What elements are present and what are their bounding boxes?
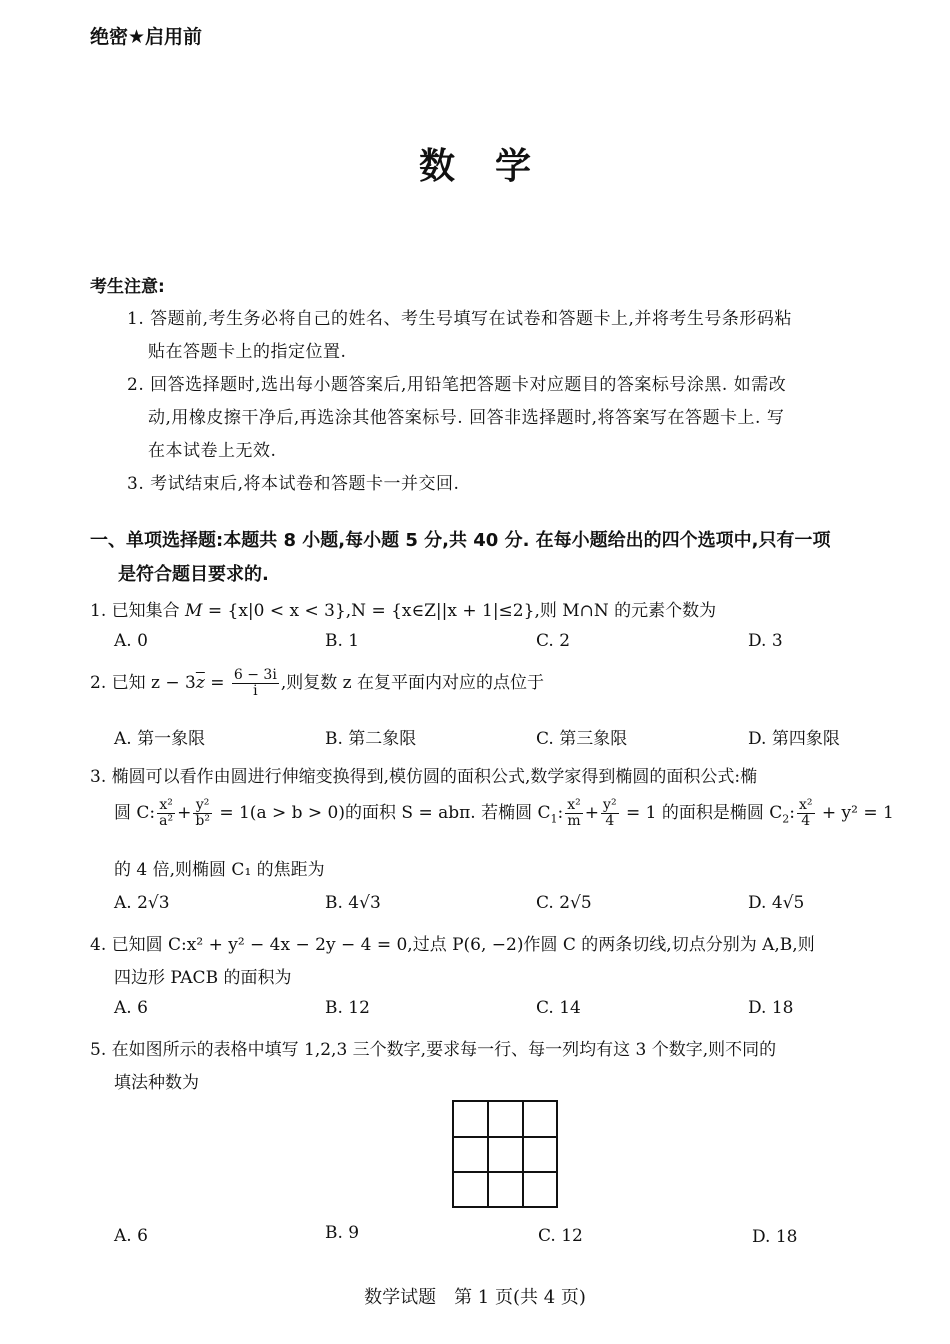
q3-option-d: D. 4√5 (748, 893, 805, 913)
notice-line: 在本试卷上无效. (148, 441, 277, 461)
q2-option-d: D. 第四象限 (748, 729, 840, 749)
question-2: 2. 已知 $z - 3\overline{z}$ = $\frac{6 - 3i}{i}$ ,则复数 z 在复平面内对应的点位于 (90, 667, 544, 699)
question-1: 1. 已知集合 M = {x|0 < x < 3},N = {x∈Z||x + 1|≤2},则 M∩N 的元素个数为 (90, 601, 717, 621)
notice-line: 2. 回答选择题时,选出每小题答案后,用铅笔把答题卡对应题目的答案标号涂黑. 如需改 (127, 375, 787, 395)
q4-option-b: B. 12 (325, 998, 370, 1018)
q5-option-b: B. 9 (325, 1223, 360, 1243)
question-4-line1: 4. 已知圆 C:x² + y² − 4x − 2y − 4 = 0,过点 P(6, −2)作圆 C 的两条切线,切点分别为 A,B,则 (90, 935, 815, 955)
confidential-label: 绝密★启用前 (90, 26, 203, 48)
q3-option-b: B. 4√3 (325, 893, 381, 913)
section-heading: 一、单项选择题:本题共 8 小题,每小题 5 分,共 40 分. 在每小题给出的四个选项中,只有一项 (90, 530, 831, 551)
section-heading-cont: 是符合题目要求的. (118, 564, 269, 585)
q2-option-a: A. 第一象限 (114, 729, 206, 749)
question-3-line2: 圆 C: $\frac{\text{x²}}{\text{a²}}$ + $\frac{\text{y²}}{\text{b²}}$ = 1(a > b > 0)的面积 S = abπ. 若椭圆 $C_1$: $\frac{\text{x²}}{m}$ + $\frac{\text{y²}}{4}$ = 1 的面积是椭圆 $C_2$: $\frac{\text{x²}}{4}$ + y² = 1 (114, 797, 894, 829)
question-5-line2: 填法种数为 (114, 1073, 199, 1093)
notice-line: 1. 答题前,考生务必将自己的姓名、考生号填写在试卷和答题卡上,并将考生号条形码粘 (127, 309, 792, 329)
notice-line: 贴在答题卡上的指定位置. (148, 342, 347, 362)
q2-fraction: $\frac{6 - 3i}{i}$ (233, 667, 277, 699)
q1-option-d: D. 3 (748, 631, 783, 651)
q3-option-a: A. 2√3 (114, 893, 170, 913)
page-footer: 数学试题 第 1 页(共 4 页) (364, 1287, 586, 1308)
page-title: 数学 (418, 146, 571, 187)
q1-option-b: B. 1 (325, 631, 360, 651)
question-5-line1: 5. 在如图所示的表格中填写 1,2,3 三个数字,要求每一行、每一列均有这 3 个数字,则不同的 (90, 1040, 777, 1060)
q4-option-d: D. 18 (748, 998, 794, 1018)
q2-option-c: C. 第三象限 (536, 729, 628, 749)
notice-heading: 考生注意: (90, 277, 165, 297)
number-grid-3x3 (452, 1100, 558, 1208)
q5-option-c: C. 12 (538, 1226, 583, 1246)
q1-option-c: C. 2 (536, 631, 571, 651)
question-3-line3: 的 4 倍,则椭圆 C₁ 的焦距为 (114, 860, 325, 880)
q1-option-a: A. 0 (114, 631, 148, 651)
q5-option-d: D. 18 (752, 1227, 798, 1247)
q5-option-a: A. 6 (114, 1226, 148, 1246)
q2-option-b: B. 第二象限 (325, 729, 417, 749)
q4-option-c: C. 14 (536, 998, 581, 1018)
q3-option-c: C. 2√5 (536, 893, 592, 913)
question-4-line2: 四边形 PACB 的面积为 (114, 968, 292, 988)
q4-option-a: A. 6 (114, 998, 148, 1018)
notice-line: 动,用橡皮擦干净后,再选涂其他答案标号. 回答非选择题时,将答案写在答题卡上. 写 (148, 408, 785, 428)
question-3-line1: 3. 椭圆可以看作由圆进行伸缩变换得到,模仿圆的面积公式,数学家得到椭圆的面积公式:椭 (90, 767, 758, 787)
notice-line: 3. 考试结束后,将本试卷和答题卡一并交回. (127, 474, 460, 494)
